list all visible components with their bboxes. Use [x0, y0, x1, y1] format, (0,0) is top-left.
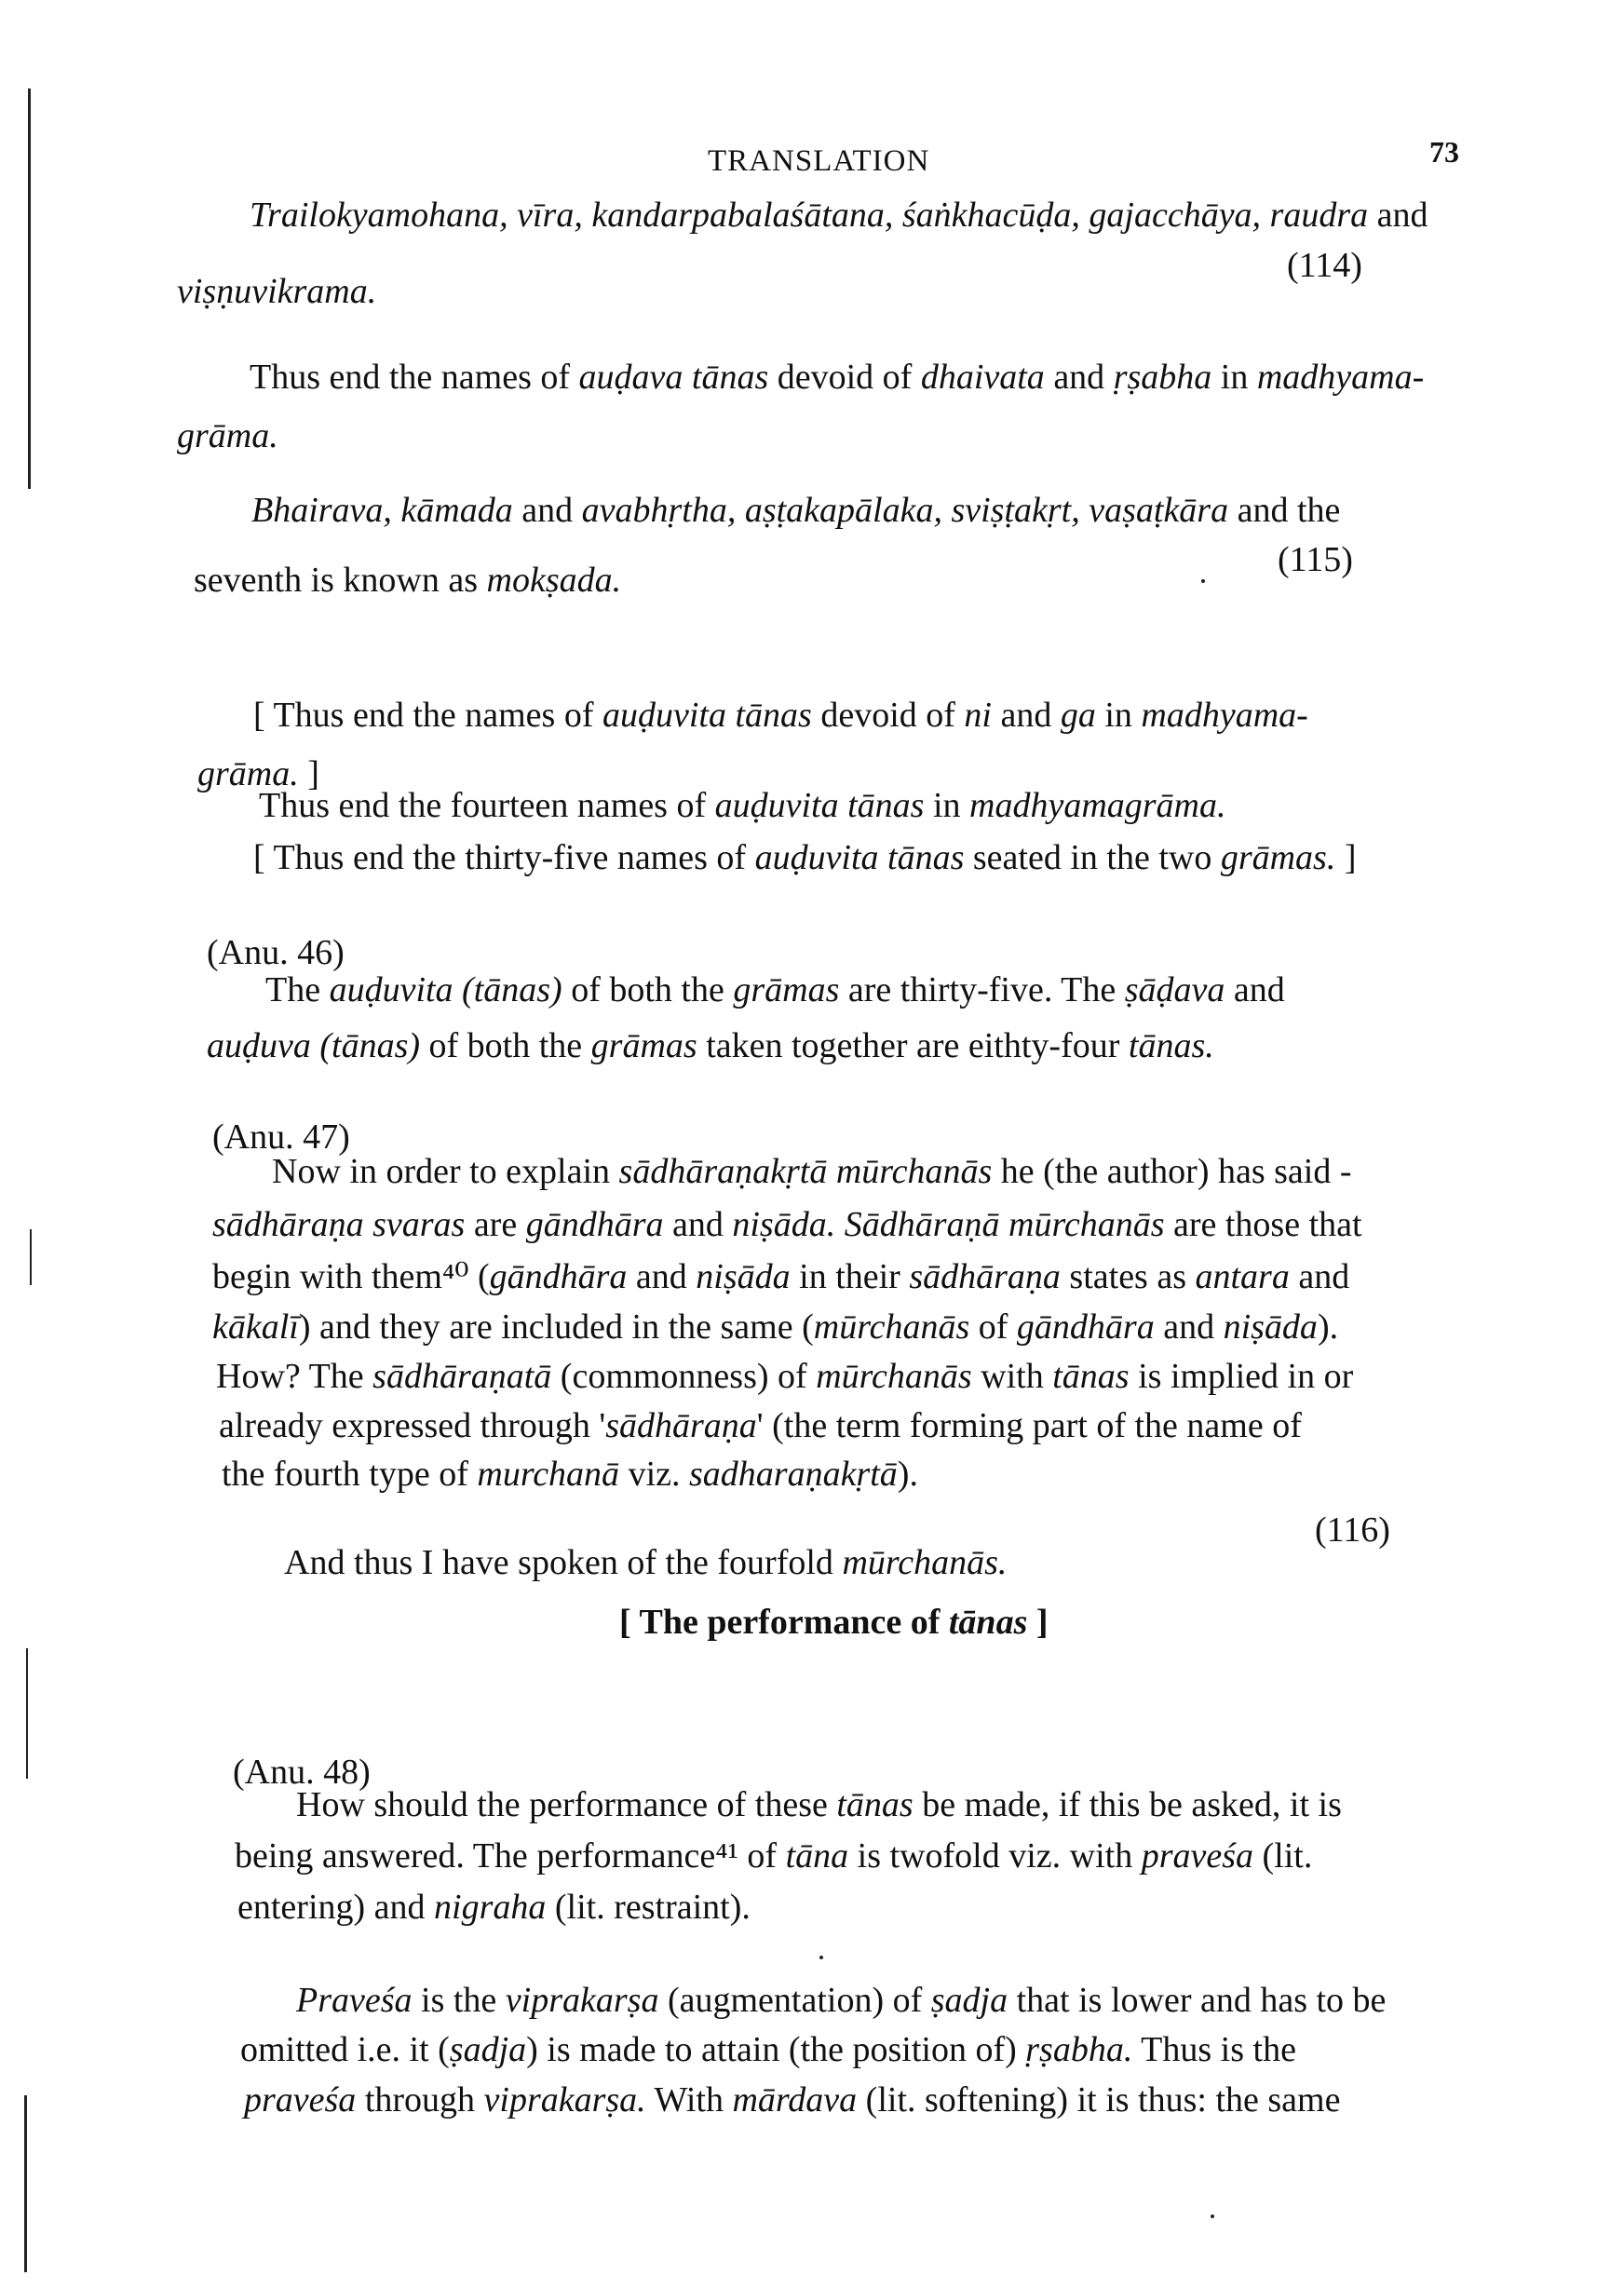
paragraph-line: Thus end the fourteen names of auḍuvita tānas in madhyamagrāma. [259, 786, 1226, 825]
paragraph-line: grāma. [177, 416, 278, 455]
verse-number: (115) [1278, 540, 1353, 579]
section-label: (Anu. 48) [233, 1753, 371, 1792]
paragraph-line: sādhāraṇa svaras are gāndhāra and niṣāda. Sādhāraṇā mūrchanās are those that [212, 1205, 1362, 1244]
verse-number: (114) [1287, 246, 1362, 285]
paragraph-line: praveśa through viprakarṣa. With mārdava (lit. softening) it is thus: the same [244, 2080, 1341, 2120]
verse-115-line-2: seventh is known as mokṣada. [194, 561, 622, 600]
paragraph-line: Thus end the names of auḍava tānas devoid of dhaivata and ṛṣabha in madhyama- [250, 358, 1425, 397]
paragraph-line: being answered. The performance⁴¹ of tāna is twofold viz. with praveśa (lit. [235, 1836, 1313, 1876]
scan-edge-mark [24, 2095, 27, 2272]
verse-114-line-2: viṣṇuvikrama. [177, 272, 377, 311]
paragraph-line: Now in order to explain sādhāraṇakṛtā mūrchanās he (the author) has said - [272, 1152, 1352, 1191]
scan-edge-mark [30, 1229, 32, 1285]
scan-edge-mark [26, 1648, 28, 1779]
paragraph-line: grāma. ] [197, 754, 319, 793]
paragraph-line: the fourth type of murchanā viz. sadharaṇakṛtā). [222, 1455, 918, 1494]
section-label: (Anu. 46) [207, 933, 345, 972]
paragraph-line: auḍuva (tānas) of both the grāmas taken together are eithty-four tānas. [207, 1026, 1214, 1065]
paragraph-line: The auḍuvita (tānas) of both the grāmas are thirty-five. The ṣāḍava and [265, 970, 1285, 1009]
section-heading: [ The performance of tānas ] [619, 1603, 1049, 1642]
paragraph-line: [ Thus end the names of auḍuvita tānas devoid of ni and ga in madhyama- [253, 696, 1308, 735]
paragraph-line: entering) and nigraha (lit. restraint). [237, 1888, 751, 1927]
paragraph-line: omitted i.e. it (ṣadja) is made to attain (the position of) ṛṣabha. Thus is the [240, 2030, 1296, 2069]
paragraph-line: How should the performance of these tānas be made, if this be asked, it is [296, 1785, 1342, 1824]
running-head: TRANSLATION [708, 144, 930, 178]
paragraph-line: already expressed through 'sādhāraṇa' (the term forming part of the name of [219, 1406, 1302, 1445]
stray-dot [819, 1956, 823, 1959]
verse-115-line-1: Bhairava, kāmada and avabhṛtha, aṣṭakapālaka, sviṣṭakṛt, vaṣaṭkāra and the [251, 491, 1341, 530]
verse-116-line: And thus I have spoken of the fourfold mūrchanās. [284, 1543, 1008, 1582]
verse-114-line-1: Trailokyamohana, vīra, kandarpabalaśātana, śaṅkhacūḍa, gajacchāya, raudra and [250, 196, 1428, 235]
stray-dot [1211, 2215, 1214, 2218]
page-number: 73 [1429, 135, 1459, 169]
section-label: (Anu. 47) [212, 1117, 350, 1157]
paragraph-line: How? The sādhāraṇatā (commonness) of mūrchanās with tānas is implied in or [216, 1357, 1354, 1396]
paragraph-line: begin with them⁴⁰ (gāndhāra and niṣāda in their sādhāraṇa states as antara and [212, 1257, 1350, 1296]
paragraph-line: Praveśa is the viprakarṣa (augmentation) of ṣadja that is lower and has to be [296, 1981, 1387, 2020]
stray-dot [1201, 579, 1205, 583]
verse-number: (116) [1315, 1510, 1390, 1550]
paragraph-line: [ Thus end the thirty-five names of auḍuvita tānas seated in the two grāmas. ] [253, 838, 1357, 877]
paragraph-line: kākalī) and they are included in the same (mūrchanās of gāndhāra and niṣāda). [212, 1307, 1339, 1347]
page-header [0, 135, 1624, 191]
